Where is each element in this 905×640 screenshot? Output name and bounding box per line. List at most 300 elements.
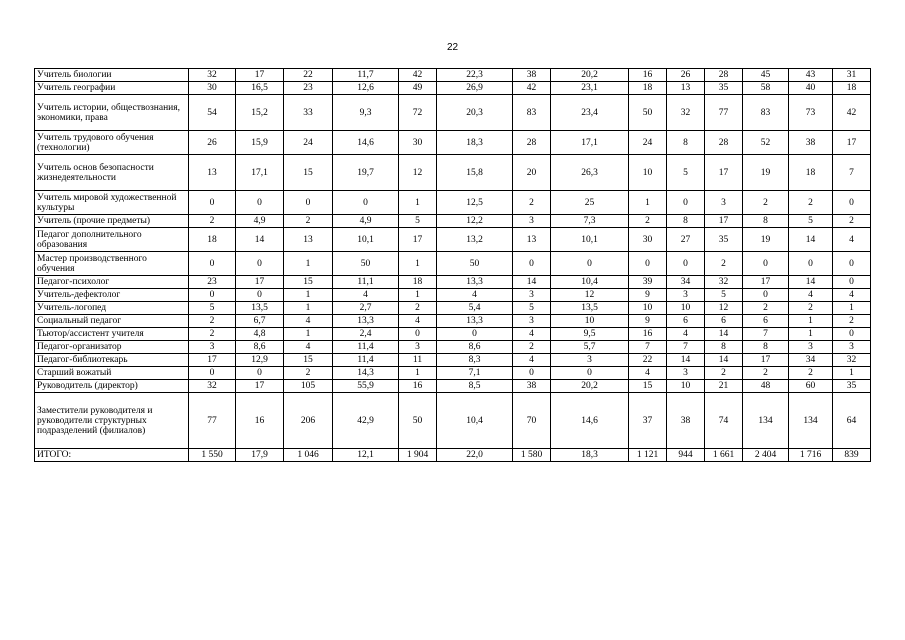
table-cell: 22 <box>284 69 333 82</box>
table-cell: 1 580 <box>513 449 551 462</box>
table-cell: 15 <box>284 276 333 289</box>
table-cell: 2 <box>189 315 236 328</box>
table-cell: 22,0 <box>437 449 513 462</box>
table-cell: 12,2 <box>437 215 513 228</box>
table-cell: 2 <box>189 328 236 341</box>
table-cell: 14 <box>236 228 284 252</box>
table-cell: 38 <box>513 69 551 82</box>
table-cell: 3 <box>513 289 551 302</box>
table-cell: 55,9 <box>333 380 399 393</box>
table-cell: 19 <box>743 155 789 191</box>
table-cell: 3 <box>513 215 551 228</box>
table-cell: 20 <box>513 155 551 191</box>
table-row <box>35 315 871 328</box>
table-cell: 17 <box>236 380 284 393</box>
table-cell: 7 <box>743 328 789 341</box>
table-cell: 4 <box>284 315 333 328</box>
table-cell: 52 <box>743 131 789 155</box>
table-cell: 1 <box>284 289 333 302</box>
table-cell: 17 <box>399 228 437 252</box>
table-cell: 22 <box>629 354 667 367</box>
table-cell: 32 <box>189 69 236 82</box>
table-cell: 77 <box>705 95 743 131</box>
staff-statistics-table <box>34 68 871 462</box>
table-cell: 8 <box>667 131 705 155</box>
table-cell: 60 <box>789 380 833 393</box>
table-cell: 15,9 <box>236 131 284 155</box>
table-cell: 0 <box>743 289 789 302</box>
table-cell: 2 <box>629 215 667 228</box>
table-cell: 4,9 <box>333 215 399 228</box>
table-cell: 1 716 <box>789 449 833 462</box>
table-cell: 0 <box>284 191 333 215</box>
table-cell: 14,3 <box>333 367 399 380</box>
table-cell: 6 <box>743 315 789 328</box>
table-cell: 50 <box>629 95 667 131</box>
table-cell: 17 <box>833 131 871 155</box>
table-row <box>35 367 871 380</box>
table-cell: 70 <box>513 393 551 449</box>
table-cell: 0 <box>833 328 871 341</box>
table-cell: 2 <box>705 252 743 276</box>
table-cell: 0 <box>399 328 437 341</box>
table-cell: 17,9 <box>236 449 284 462</box>
table-cell: 2 <box>789 302 833 315</box>
table-cell: 1 <box>789 328 833 341</box>
table-cell: 22,3 <box>437 69 513 82</box>
table-cell: 50 <box>399 393 437 449</box>
table-cell: 26,3 <box>551 155 629 191</box>
table-cell: 5 <box>705 289 743 302</box>
table-cell: 0 <box>189 252 236 276</box>
table-cell: 17 <box>189 354 236 367</box>
table-cell: 1 <box>284 302 333 315</box>
table-cell: 4 <box>789 289 833 302</box>
table-cell: 23,1 <box>551 82 629 95</box>
table-cell: 27 <box>667 228 705 252</box>
table-cell: 12 <box>399 155 437 191</box>
table-cell: 42,9 <box>333 393 399 449</box>
table-cell: 0 <box>189 191 236 215</box>
table-cell: 5 <box>399 215 437 228</box>
table-cell: 10 <box>667 380 705 393</box>
table-cell: 2 <box>705 367 743 380</box>
table-cell: 3 <box>667 289 705 302</box>
table-cell: 8 <box>743 215 789 228</box>
table-cell: 0 <box>551 367 629 380</box>
table-cell: 10,4 <box>551 276 629 289</box>
table-cell: 77 <box>189 393 236 449</box>
table-cell: 4 <box>399 315 437 328</box>
table-row <box>35 131 871 155</box>
table-cell: 34 <box>667 276 705 289</box>
table-cell: 3 <box>399 341 437 354</box>
table-cell: 72 <box>399 95 437 131</box>
table-cell: 6 <box>667 315 705 328</box>
table-cell: 30 <box>399 131 437 155</box>
table-cell: 28 <box>513 131 551 155</box>
table-cell: 7,1 <box>437 367 513 380</box>
table-cell: 16 <box>236 393 284 449</box>
table-row <box>35 276 871 289</box>
table-row <box>35 82 871 95</box>
table-row <box>35 341 871 354</box>
table-cell: 2 <box>284 367 333 380</box>
table-row <box>35 155 871 191</box>
table-cell: 18 <box>189 228 236 252</box>
table-cell: 6,7 <box>236 315 284 328</box>
table-cell: 8,3 <box>437 354 513 367</box>
table-cell: 5 <box>789 215 833 228</box>
table-cell: 42 <box>833 95 871 131</box>
position-name: Мастер производственного обучения <box>35 252 189 276</box>
table-cell: 83 <box>513 95 551 131</box>
table-cell: 4,9 <box>236 215 284 228</box>
table-cell: 16 <box>399 380 437 393</box>
table-cell: 105 <box>284 380 333 393</box>
table-cell: 16 <box>629 328 667 341</box>
table-cell: 2 <box>789 367 833 380</box>
table-row <box>35 252 871 276</box>
table-cell: 10 <box>629 302 667 315</box>
position-name: Учитель биологии <box>35 69 189 82</box>
table-cell: 11,4 <box>333 354 399 367</box>
table-cell: 8,5 <box>437 380 513 393</box>
table-cell: 3 <box>551 354 629 367</box>
table-cell: 34 <box>789 354 833 367</box>
table-cell: 12,5 <box>437 191 513 215</box>
table-cell: 4 <box>833 228 871 252</box>
table-cell: 14 <box>789 228 833 252</box>
table-cell: 4 <box>513 328 551 341</box>
table-cell: 1 <box>399 252 437 276</box>
table-cell: 4 <box>629 367 667 380</box>
table-cell: 42 <box>513 82 551 95</box>
table-cell: 23 <box>189 276 236 289</box>
table-cell: 1 <box>284 252 333 276</box>
table-cell: 0 <box>236 252 284 276</box>
table-cell: 11,4 <box>333 341 399 354</box>
table-cell: 38 <box>789 131 833 155</box>
table-cell: 206 <box>284 393 333 449</box>
table-cell: 17 <box>705 155 743 191</box>
table-cell: 0 <box>236 367 284 380</box>
table-cell: 14 <box>705 328 743 341</box>
table-cell: 4 <box>284 341 333 354</box>
table-cell: 0 <box>189 289 236 302</box>
table-row <box>35 289 871 302</box>
table-cell: 0 <box>743 252 789 276</box>
table-cell: 9,5 <box>551 328 629 341</box>
table-cell: 37 <box>629 393 667 449</box>
table-cell: 944 <box>667 449 705 462</box>
table-cell: 3 <box>789 341 833 354</box>
position-name: Педагог дополнительного образования <box>35 228 189 252</box>
table-cell: 32 <box>833 354 871 367</box>
table-cell: 13,5 <box>551 302 629 315</box>
table-cell: 2,4 <box>333 328 399 341</box>
table-cell: 1 661 <box>705 449 743 462</box>
table-cell: 1 <box>399 191 437 215</box>
table-cell: 26 <box>189 131 236 155</box>
table-cell: 23 <box>284 82 333 95</box>
table-cell: 13,3 <box>333 315 399 328</box>
table-cell: 23,4 <box>551 95 629 131</box>
position-name: Тьютор/ассистент учителя <box>35 328 189 341</box>
table-cell: 40 <box>789 82 833 95</box>
table-cell: 0 <box>513 252 551 276</box>
table-cell: 20,2 <box>551 69 629 82</box>
table-cell: 26 <box>667 69 705 82</box>
table-cell: 32 <box>189 380 236 393</box>
table-cell: 7 <box>667 341 705 354</box>
table-cell: 3 <box>513 315 551 328</box>
total-label: ИТОГО: <box>35 449 189 462</box>
table-cell: 4 <box>833 289 871 302</box>
table-cell: 2 <box>189 215 236 228</box>
table-cell: 3 <box>833 341 871 354</box>
table-cell: 18 <box>399 276 437 289</box>
table-cell: 10,4 <box>437 393 513 449</box>
position-name: Заместители руководителя и руководители структурных подразделений (филиалов) <box>35 393 189 449</box>
table-cell: 8 <box>743 341 789 354</box>
table-cell: 14 <box>705 354 743 367</box>
table-row <box>35 95 871 131</box>
table-cell: 13 <box>513 228 551 252</box>
table-cell: 43 <box>789 69 833 82</box>
table-cell: 39 <box>629 276 667 289</box>
table-cell: 15 <box>284 354 333 367</box>
table-cell: 5 <box>513 302 551 315</box>
table-cell: 0 <box>833 191 871 215</box>
table-cell: 4 <box>667 328 705 341</box>
position-name: Педагог-библиотекарь <box>35 354 189 367</box>
table-cell: 3 <box>189 341 236 354</box>
table-cell: 50 <box>333 252 399 276</box>
table-cell: 0 <box>551 252 629 276</box>
position-name: Учитель-логопед <box>35 302 189 315</box>
position-name: Учитель (прочие предметы) <box>35 215 189 228</box>
table-cell: 18,3 <box>551 449 629 462</box>
table-cell: 10,1 <box>333 228 399 252</box>
table-cell: 21 <box>705 380 743 393</box>
table-cell: 5,7 <box>551 341 629 354</box>
table-cell: 13,3 <box>437 276 513 289</box>
table-cell: 13 <box>667 82 705 95</box>
table-cell: 13,2 <box>437 228 513 252</box>
table-cell: 64 <box>833 393 871 449</box>
table-cell: 73 <box>789 95 833 131</box>
table-cell: 58 <box>743 82 789 95</box>
table-cell: 48 <box>743 380 789 393</box>
table-cell: 12,6 <box>333 82 399 95</box>
table-cell: 2 <box>833 215 871 228</box>
table-cell: 28 <box>705 69 743 82</box>
table-cell: 17 <box>236 276 284 289</box>
table-cell: 1 <box>399 367 437 380</box>
table-cell: 18 <box>629 82 667 95</box>
table-cell: 5 <box>189 302 236 315</box>
table-cell: 134 <box>789 393 833 449</box>
table-cell: 11,1 <box>333 276 399 289</box>
table-cell: 0 <box>833 252 871 276</box>
table-cell: 20,2 <box>551 380 629 393</box>
table-cell: 11 <box>399 354 437 367</box>
table-cell: 12,1 <box>333 449 399 462</box>
table-cell: 26,9 <box>437 82 513 95</box>
table-cell: 9 <box>629 289 667 302</box>
table-cell: 32 <box>705 276 743 289</box>
table-cell: 1 <box>833 302 871 315</box>
table-cell: 35 <box>705 228 743 252</box>
table-cell: 0 <box>236 289 284 302</box>
table-cell: 10,1 <box>551 228 629 252</box>
table-cell: 25 <box>551 191 629 215</box>
table-cell: 7 <box>833 155 871 191</box>
table-cell: 1 904 <box>399 449 437 462</box>
table-cell: 2 <box>513 191 551 215</box>
table-cell: 1 121 <box>629 449 667 462</box>
table-cell: 12 <box>551 289 629 302</box>
table-cell: 1 046 <box>284 449 333 462</box>
table-cell: 2,7 <box>333 302 399 315</box>
table-cell: 18 <box>789 155 833 191</box>
table-cell: 10 <box>551 315 629 328</box>
table-cell: 2 <box>399 302 437 315</box>
table-row <box>35 228 871 252</box>
table-cell: 45 <box>743 69 789 82</box>
table-cell: 1 550 <box>189 449 236 462</box>
table-cell: 30 <box>629 228 667 252</box>
table-cell: 38 <box>667 393 705 449</box>
table-cell: 16,5 <box>236 82 284 95</box>
table-cell: 30 <box>189 82 236 95</box>
table-cell: 7 <box>629 341 667 354</box>
table-cell: 134 <box>743 393 789 449</box>
table-cell: 4 <box>333 289 399 302</box>
position-name: Учитель основ безопасности жизнедеятельности <box>35 155 189 191</box>
table-cell: 17 <box>705 215 743 228</box>
table-cell: 13,5 <box>236 302 284 315</box>
table-cell: 31 <box>833 69 871 82</box>
table-cell: 2 <box>284 215 333 228</box>
table-cell: 0 <box>513 367 551 380</box>
table-cell: 14 <box>513 276 551 289</box>
table-cell: 3 <box>705 191 743 215</box>
table-cell: 0 <box>667 252 705 276</box>
table-cell: 2 404 <box>743 449 789 462</box>
position-name: Учитель-дефектолог <box>35 289 189 302</box>
table-cell: 17 <box>743 354 789 367</box>
table-cell: 18 <box>833 82 871 95</box>
table-cell: 24 <box>629 131 667 155</box>
table-row <box>35 215 871 228</box>
table-cell: 13 <box>189 155 236 191</box>
table-cell: 11,7 <box>333 69 399 82</box>
table-cell: 19 <box>743 228 789 252</box>
table-cell: 8,6 <box>236 341 284 354</box>
table-cell: 15 <box>284 155 333 191</box>
table-cell: 0 <box>629 252 667 276</box>
table-cell: 35 <box>833 380 871 393</box>
table-cell: 4,8 <box>236 328 284 341</box>
table-cell: 24 <box>284 131 333 155</box>
table-row <box>35 328 871 341</box>
table-cell: 2 <box>743 367 789 380</box>
table-cell: 12,9 <box>236 354 284 367</box>
table-cell: 5,4 <box>437 302 513 315</box>
position-name: Педагог-психолог <box>35 276 189 289</box>
table-cell: 35 <box>705 82 743 95</box>
table-row <box>35 302 871 315</box>
table-cell: 3 <box>667 367 705 380</box>
table-cell: 4 <box>513 354 551 367</box>
table-row <box>35 69 871 82</box>
table-cell: 2 <box>513 341 551 354</box>
table-cell: 7,3 <box>551 215 629 228</box>
position-name: Учитель истории, обществознания, экономики, права <box>35 95 189 131</box>
table-cell: 4 <box>437 289 513 302</box>
table-row <box>35 393 871 449</box>
table-cell: 0 <box>189 367 236 380</box>
table-cell: 50 <box>437 252 513 276</box>
table-cell: 15 <box>629 380 667 393</box>
position-name: Педагог-организатор <box>35 341 189 354</box>
table-cell: 0 <box>833 276 871 289</box>
table-cell: 17 <box>236 69 284 82</box>
position-name: Старший вожатый <box>35 367 189 380</box>
table-cell: 839 <box>833 449 871 462</box>
table-cell: 8 <box>667 215 705 228</box>
table-cell: 20,3 <box>437 95 513 131</box>
table-cell: 12 <box>705 302 743 315</box>
page-number: 22 <box>446 42 459 53</box>
table-row <box>35 380 871 393</box>
table-cell: 14 <box>667 354 705 367</box>
position-name: Руководитель (директор) <box>35 380 189 393</box>
table-cell: 18,3 <box>437 131 513 155</box>
table-cell: 0 <box>236 191 284 215</box>
table-cell: 13,3 <box>437 315 513 328</box>
table-cell: 9 <box>629 315 667 328</box>
table-cell: 10 <box>667 302 705 315</box>
table-cell: 9,3 <box>333 95 399 131</box>
table-cell: 2 <box>833 315 871 328</box>
position-name: Учитель трудового обучения (технологии) <box>35 131 189 155</box>
table-cell: 33 <box>284 95 333 131</box>
table-cell: 1 <box>284 328 333 341</box>
position-name: Учитель мировой художественной культуры <box>35 191 189 215</box>
table-cell: 2 <box>743 191 789 215</box>
table-cell: 5 <box>667 155 705 191</box>
table-cell: 0 <box>667 191 705 215</box>
table-cell: 19,7 <box>333 155 399 191</box>
table-cell: 1 <box>789 315 833 328</box>
table-cell: 38 <box>513 380 551 393</box>
table-cell: 1 <box>399 289 437 302</box>
table-cell: 8,6 <box>437 341 513 354</box>
table-cell: 15,8 <box>437 155 513 191</box>
table-row <box>35 191 871 215</box>
table-cell: 83 <box>743 95 789 131</box>
table-cell: 0 <box>333 191 399 215</box>
table-cell: 16 <box>629 69 667 82</box>
table-cell: 15,2 <box>236 95 284 131</box>
table-cell: 54 <box>189 95 236 131</box>
position-name: Учитель географии <box>35 82 189 95</box>
position-name: Социальный педагог <box>35 315 189 328</box>
table-cell: 17,1 <box>236 155 284 191</box>
